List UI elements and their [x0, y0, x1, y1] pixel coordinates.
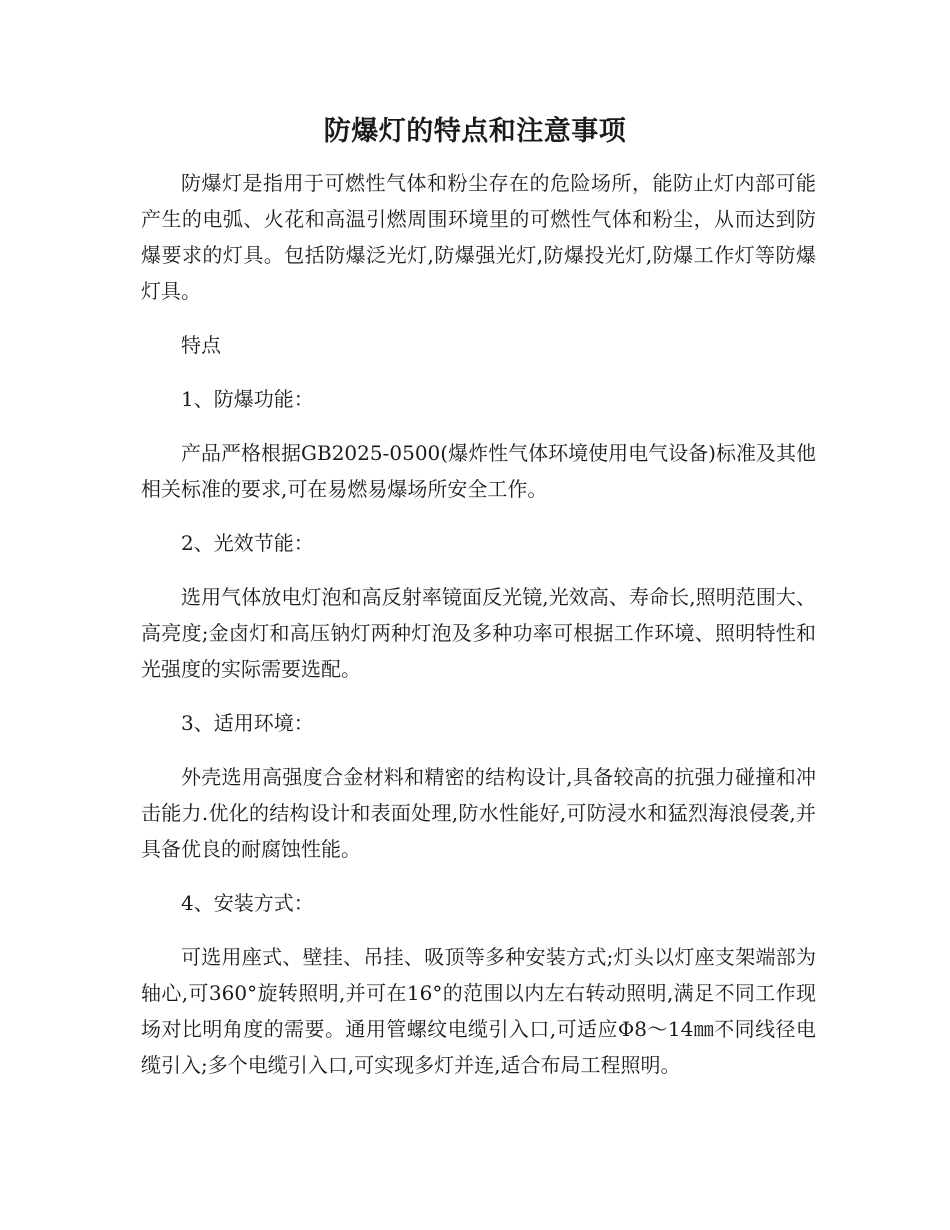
feature-paragraph-environment: 外壳选用高强度合金材料和精密的结构设计,具备较高的抗强力碰撞和冲击能力.优化的结构设计和表面处理,防水性能好,可防浸水和猛烈海浪侵袭,并具备优良的耐腐蚀性能。: [141, 765, 816, 861]
section-heading-features: 特点: [181, 333, 221, 357]
feature-heading-explosion-proof: 1、防爆功能：: [181, 387, 314, 411]
document-body: [141, 165, 816, 1083]
intro-paragraph: 防爆灯是指用于可燃性气体和粉尘存在的危险场所，能防止灯内部可能产生的电弧、火花和高温引燃周围环境里的可燃性气体和粉尘，从而达到防爆要求的灯具。包括防爆泛光灯,防爆强光灯,防爆投光灯,防爆工作灯等防爆灯具。: [141, 171, 816, 303]
feature-paragraph-explosion-proof: 产品严格根据GB2025-0500(爆炸性气体环境使用电气设备)标准及其他相关标准的要求,可在易燃易爆场所安全工作。: [141, 441, 816, 501]
feature-paragraph-efficiency: 选用气体放电灯泡和高反射率镜面反光镜,光效高、寿命长,照明范围大、高亮度;金卤灯和高压钠灯两种灯泡及多种功率可根据工作环境、照明特性和光强度的实际需要选配。: [141, 585, 816, 681]
feature-heading-installation: 4、安装方式：: [181, 891, 314, 915]
feature-heading-environment: 3、适用环境：: [181, 711, 314, 735]
feature-paragraph-installation: 可选用座式、壁挂、吊挂、吸顶等多种安装方式;灯头以灯座支架端部为轴心,可360°旋转照明,并可在16°的范围以内左右转动照明,满足不同工作现场对比明角度的需要。通用管螺纹电缆引入口,可适应Φ8～14㎜不同线径电缆引入;多个电缆引入口,可实现多灯并连,适合布局工程照明。: [141, 945, 816, 1077]
feature-heading-efficiency: 2、光效节能：: [181, 531, 314, 555]
document-title: 防爆灯的特点和注意事项: [323, 116, 627, 147]
